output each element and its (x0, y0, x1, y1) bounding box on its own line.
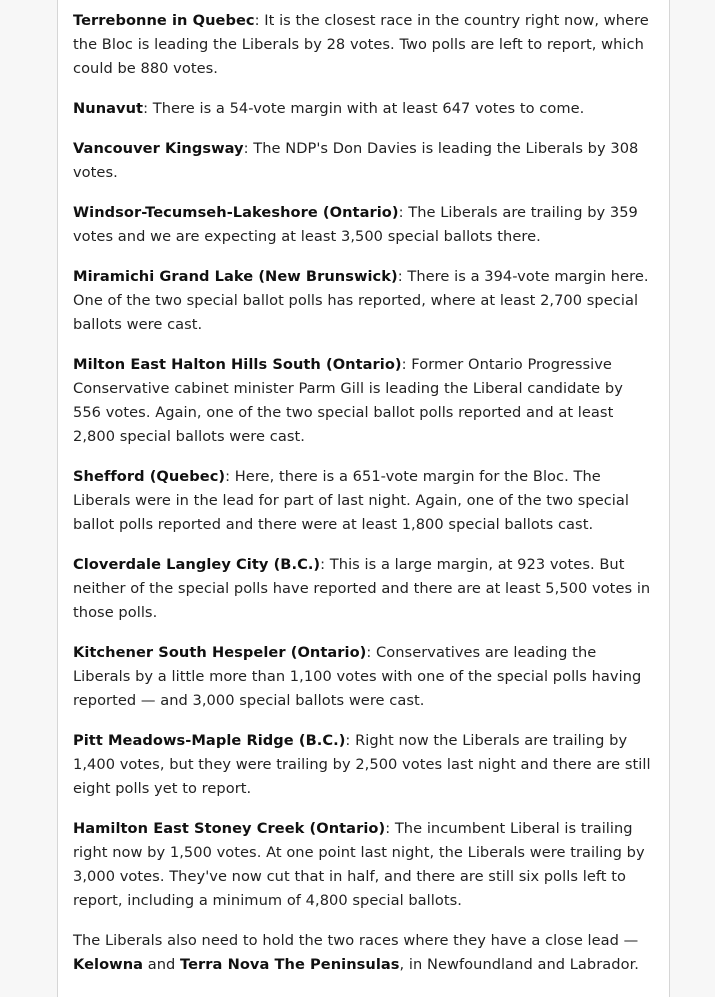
riding-name: Kelowna (73, 956, 144, 973)
article-body (57, 0, 670, 997)
riding-paragraph (73, 729, 655, 801)
riding-name: Windsor-Tecumseh-Lakeshore (Ontario) (73, 204, 399, 221)
riding-description: : Right now the Liberals are trailing by 1,400 votes, but they were trailing by 2,500 votes last night and there are still eight polls yet to report. (73, 732, 651, 797)
closing-text: , in Newfoundland and Labrador. (399, 956, 639, 973)
riding-description: : The Liberals are trailing by 359 votes and we are expecting at least 3,500 special ballots there. (73, 204, 638, 245)
riding-name: Miramichi Grand Lake (New Brunswick) (73, 268, 398, 285)
riding-paragraph (73, 265, 655, 337)
riding-name: Vancouver Kingsway (73, 140, 244, 157)
riding-paragraph (73, 97, 655, 121)
riding-description: : The incumbent Liberal is trailing right now by 1,500 votes. At one point last night, the Liberals were trailing by 3,000 votes. They've now cut that in half, and there are still six polls left to report, including a minimum of 4,800 special ballots. (73, 820, 645, 909)
riding-name: Terra Nova The Peninsulas (180, 956, 400, 973)
riding-name: Shefford (Quebec) (73, 468, 226, 485)
riding-paragraph (73, 9, 655, 81)
riding-paragraph (73, 137, 655, 185)
article-content (58, 0, 669, 977)
riding-name: Nunavut (73, 100, 144, 117)
riding-description: : Conservatives are leading the Liberals by a little more than 1,100 votes with one of the special polls having reported — and 3,000 special ballots were cast. (73, 644, 642, 709)
riding-name: Pitt Meadows-Maple Ridge (B.C.) (73, 732, 346, 749)
riding-name: Cloverdale Langley City (B.C.) (73, 556, 321, 573)
riding-name: Terrebonne in Quebec (73, 12, 255, 29)
riding-name: Kitchener South Hespeler (Ontario) (73, 644, 367, 661)
riding-description: : The NDP's Don Davies is leading the Liberals by 308 votes. (73, 140, 639, 181)
riding-paragraph (73, 353, 655, 449)
riding-paragraph (73, 465, 655, 537)
riding-description: : It is the closest race in the country right now, where the Bloc is leading the Liberals by 28 votes. Two polls are left to report, which could be 880 votes. (73, 12, 649, 77)
closing-text: and (143, 956, 181, 973)
riding-name: Hamilton East Stoney Creek (Ontario) (73, 820, 386, 837)
riding-description: : Former Ontario Progressive Conservative cabinet minister Parm Gill is leading the Liberal candidate by 556 votes. Again, one of the two special ballot polls reported and at least 2,800 special ballots were cast. (73, 356, 623, 445)
riding-paragraph (73, 201, 655, 249)
riding-description: : There is a 394-vote margin here. One of the two special ballot polls has reported, where at least 2,700 special ballots were cast. (73, 268, 649, 333)
riding-description: : This is a large margin, at 923 votes. But neither of the special polls have reported and there are at least 5,500 votes in those polls. (73, 556, 651, 621)
closing-text: The Liberals also need to hold the two races where they have a close lead — (73, 932, 639, 949)
riding-paragraph (73, 553, 655, 625)
riding-paragraph (73, 641, 655, 713)
closing-paragraph (73, 929, 655, 977)
riding-description: : There is a 54-vote margin with at least 647 votes to come. (143, 100, 585, 117)
riding-description: : Here, there is a 651-vote margin for the Bloc. The Liberals were in the lead for part of last night. Again, one of the two special ballot polls reported and there were at least 1,800 special ballots cast. (73, 468, 630, 533)
riding-name: Milton East Halton Hills South (Ontario) (73, 356, 402, 373)
riding-paragraph (73, 817, 655, 913)
